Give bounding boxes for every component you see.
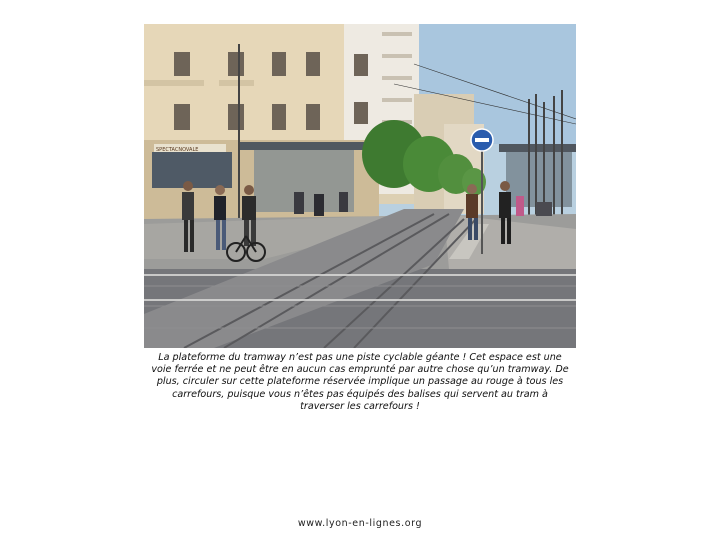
photo-caption: La plateforme du tramway n’est pas une piste cyclable géante ! Cet espace est une voie ferrée et ne peut être en aucun cas emprunté par autre chose qu’un tramway. De plus, circuler sur cette plateforme réservée implique un passage au rouge à tous les carrefours, puisque vous n’êtes pas équipés des balises qui servent au tram à traverser les carrefours ! [151, 352, 569, 412]
shop-window [152, 152, 232, 188]
site-url[interactable]: www.lyon-en-lignes.org [297, 518, 423, 529]
street-photo [144, 24, 576, 348]
tram-street-scene [144, 24, 576, 348]
tram-shelter-roof [239, 142, 364, 150]
shop-sign: SPECTACNOVALE [156, 147, 199, 153]
right-shelter [499, 144, 576, 152]
